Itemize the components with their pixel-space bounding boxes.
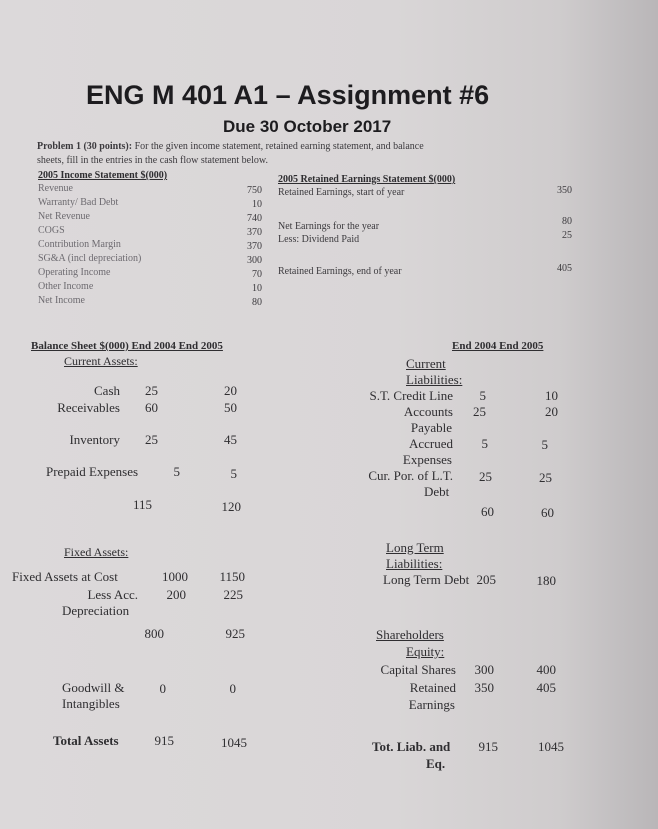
is-row-value: 300	[247, 255, 262, 266]
st-credit-2005: 10	[545, 388, 558, 403]
fa-cost-2005: 1150	[219, 569, 245, 584]
is-row-value: 80	[252, 297, 262, 308]
inventory-2005: 45	[224, 432, 237, 447]
re-start-label: Retained Earnings, start of year	[278, 187, 405, 198]
re-end-value: 405	[557, 263, 572, 274]
is-row-value: 740	[247, 213, 262, 224]
is-row-label: Revenue	[38, 183, 73, 194]
less-acc-label-1: Less Acc.	[87, 587, 138, 602]
assignment-title: ENG M 401 A1 – Assignment #6	[86, 80, 490, 110]
accrued-label-2: Expenses	[402, 452, 452, 467]
re-div-label: Less: Dividend Paid	[278, 234, 360, 245]
goodwill-label-1: Goodwill &	[62, 680, 125, 695]
less-acc-label-2: Depreciation	[62, 603, 130, 618]
prepaid-2005: 5	[230, 466, 237, 481]
total-assets-label: Total Assets	[53, 733, 119, 748]
problem-text-1: For the given income statement, retained earning statement, and balance	[134, 141, 424, 152]
receivables-2004: 60	[145, 400, 158, 415]
retained-earnings-heading: 2005 Retained Earnings Statement $(000)	[278, 174, 456, 185]
long-term-debt-2004: 205	[476, 572, 496, 587]
accrued-2004: 5	[481, 436, 488, 451]
is-row-label: Other Income	[38, 281, 94, 292]
st-credit-2004: 5	[479, 388, 486, 403]
is-row-value: 750	[247, 185, 262, 196]
shareholders-equity-heading-1: Shareholders	[376, 627, 444, 642]
current-portion-label-2: Debt	[424, 484, 450, 499]
goodwill-2005: 0	[229, 681, 236, 696]
is-row-label: Operating Income	[38, 267, 111, 278]
inventory-2004: 25	[145, 432, 158, 447]
is-row-label: Net Revenue	[38, 211, 90, 222]
fixed-assets-net-2004: 800	[144, 626, 164, 641]
accrued-2005: 5	[541, 437, 548, 452]
re-div-value: 25	[562, 230, 572, 241]
long-term-debt-2005: 180	[536, 573, 556, 588]
is-row-value: 370	[247, 227, 262, 238]
total-liab-eq-2005: 1045	[538, 739, 564, 754]
accounts-payable-label-2: Payable	[410, 420, 452, 435]
cash-2005: 20	[224, 383, 237, 398]
current-liabilities-total-2005: 60	[541, 505, 554, 520]
shareholders-equity-heading-2: Equity:	[406, 644, 445, 659]
prepaid-label: Prepaid Expenses	[46, 464, 139, 479]
current-portion-2005: 25	[539, 470, 552, 485]
is-row-label: SG&A (incl depreciation)	[38, 253, 142, 264]
current-liabilities-total-2004: 60	[481, 504, 494, 519]
long-term-liabilities-heading-2: Liabilities:	[386, 556, 443, 571]
cash-2004: 25	[145, 383, 158, 398]
retained-earnings-2005: 405	[536, 680, 556, 695]
is-row-value: 370	[247, 241, 262, 252]
current-assets-total-2005: 120	[221, 499, 241, 514]
accounts-payable-2004: 25	[473, 404, 486, 419]
re-net-value: 80	[562, 216, 572, 227]
current-portion-label-1: Cur. Por. of L.T.	[368, 468, 453, 483]
capital-shares-2005: 400	[536, 662, 556, 677]
problem-label: Problem 1 (30 points):	[37, 141, 133, 152]
long-term-liabilities-heading-1: Long Term	[386, 540, 444, 555]
retained-earnings-label-1: Retained	[409, 680, 456, 695]
inventory-label: Inventory	[69, 432, 120, 447]
accounts-payable-label-1: Accounts	[403, 404, 453, 419]
is-row-label: Warranty/ Bad Debt	[38, 197, 119, 208]
retained-earnings-2004: 350	[474, 680, 494, 695]
is-row-label: Contribution Margin	[38, 239, 121, 250]
balance-sheet-heading: Balance Sheet $(000) End 2004 End 2005	[31, 340, 223, 352]
accrued-label-1: Accrued	[408, 436, 453, 451]
is-row-value: 10	[252, 283, 262, 294]
current-portion-2004: 25	[479, 469, 492, 484]
receivables-label: Receivables	[57, 400, 120, 415]
less-acc-2005: 225	[223, 587, 243, 602]
income-statement-heading: 2005 Income Statement $(000)	[38, 170, 168, 181]
current-liabilities-heading-1: Current	[406, 356, 446, 371]
re-start-value: 350	[557, 185, 572, 196]
retained-earnings-label-2: Earnings	[408, 697, 455, 712]
st-credit-label: S.T. Credit Line	[369, 388, 453, 403]
current-assets-total-2004: 115	[132, 497, 152, 512]
due-date: Due 30 October 2017	[223, 117, 392, 136]
is-row-label: Net Income	[38, 295, 85, 306]
total-assets-2005: 1045	[221, 735, 247, 750]
fa-cost-label: Fixed Assets at Cost	[12, 569, 118, 584]
total-liab-eq-2004: 915	[478, 739, 498, 754]
fixed-assets-heading: Fixed Assets:	[64, 545, 129, 559]
total-liab-eq-label-2: Eq.	[426, 756, 446, 771]
goodwill-label-2: Intangibles	[62, 696, 120, 711]
re-end-label: Retained Earnings, end of year	[278, 266, 402, 277]
is-row-label: COGS	[38, 225, 65, 236]
problem-line-1	[37, 141, 424, 152]
current-liabilities-heading-2: Liabilities:	[406, 372, 463, 387]
fa-cost-2004: 1000	[162, 569, 188, 584]
current-assets-heading: Current Assets:	[64, 354, 138, 368]
fixed-assets-net-2005: 925	[225, 626, 245, 641]
capital-shares-2004: 300	[474, 662, 494, 677]
receivables-2005: 50	[224, 400, 237, 415]
cash-label: Cash	[94, 383, 120, 398]
long-term-debt-label: Long Term Debt	[383, 572, 470, 587]
is-row-value: 10	[252, 199, 262, 210]
total-assets-2004: 915	[154, 733, 174, 748]
re-net-label: Net Earnings for the year	[278, 221, 380, 232]
total-liab-eq-label-1: Tot. Liab. and	[372, 739, 451, 754]
accounts-payable-2005: 20	[545, 404, 558, 419]
capital-shares-label: Capital Shares	[380, 662, 456, 677]
is-row-value: 70	[252, 269, 262, 280]
balance-sheet-heading-right: End 2004 End 2005	[452, 340, 544, 352]
goodwill-2004: 0	[159, 681, 166, 696]
problem-line-2: sheets, fill in the entries in the cash flow statement below.	[37, 155, 268, 166]
prepaid-2004: 5	[173, 464, 180, 479]
less-acc-2004: 200	[166, 587, 186, 602]
